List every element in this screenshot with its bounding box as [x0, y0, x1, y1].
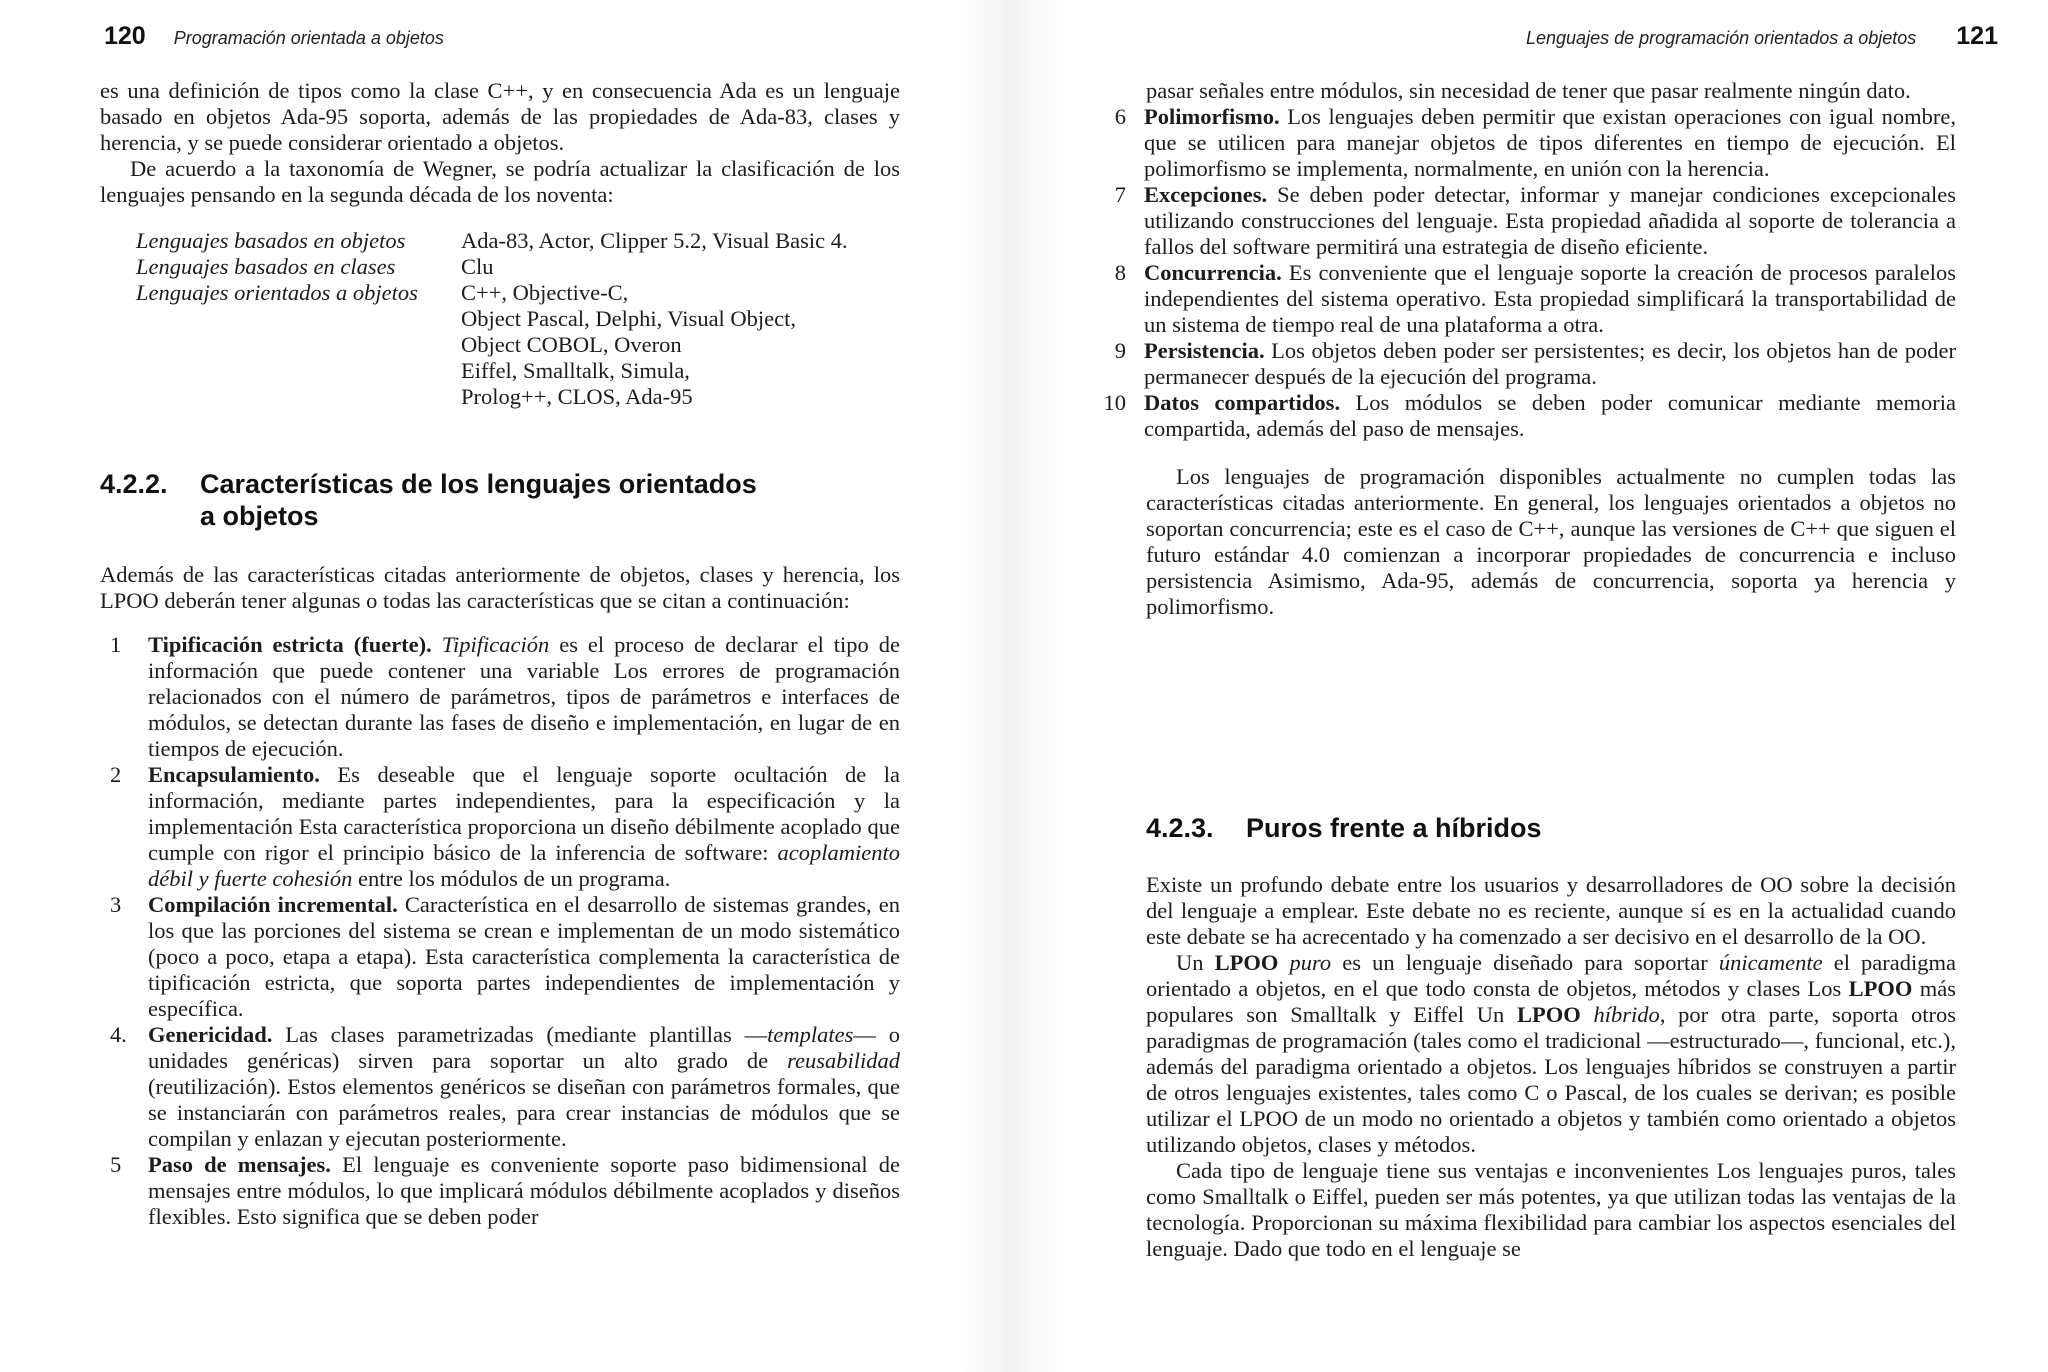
section-title: Puros frente a híbridos [1246, 813, 1542, 843]
text-run [1278, 950, 1289, 975]
feature-term: Datos compartidos. [1144, 390, 1341, 415]
feature-body [1144, 390, 1956, 442]
text-run: LPOO [1214, 950, 1279, 975]
text-run: templates [767, 1022, 854, 1047]
feature-item [1098, 390, 1956, 442]
section-title-line2: a objetos [200, 501, 319, 531]
feature-number: 4. [110, 1022, 127, 1047]
left-page [0, 0, 1000, 1372]
feature-term: Compilación incremental. [148, 892, 398, 917]
features-list-left [100, 632, 900, 1230]
text-run: híbrido [1593, 1002, 1660, 1027]
taxonomy-languages: Prolog++, CLOS, Ada-95 [461, 384, 693, 409]
right-section-body [1146, 872, 1956, 1262]
right-features-block [1103, 78, 1957, 620]
text-run: Las clases parametrizadas (mediante plantillas — [272, 1022, 768, 1047]
feature-term: Genericidad. [148, 1022, 273, 1047]
text-run: reusabilidad [787, 1048, 900, 1073]
text-run: Los objetos deben poder ser persistentes; es decir, los objetos han de poder permanecer después de la ejecución del programa. [1144, 338, 1956, 389]
feature-item [100, 762, 900, 892]
text-run: Característica en el desarrollo de sistemas grandes, en los que las porciones del sistema se crean e implementan de un modo sistemático (poco a poco, etapa a etapa). Esta característica complementa la característica de tipificación estricta, que soporta partes independientes de implementación y específica. [148, 892, 900, 1021]
right-page-header [1080, 22, 1998, 58]
feature-term: Excepciones. [1144, 182, 1268, 207]
taxonomy-category: Lenguajes basados en clases [136, 254, 396, 279]
feature-body [148, 632, 900, 762]
availability-paragraph: Los lenguajes de programación disponibles actualmente no cumplen todas las características citadas anteriormente. En general, los lenguajes orientados a objetos no soportan concurrencia; este es el caso de C++, aunque las versiones de C++ que siguen el futuro estándar 4.0 comienzan a incorporar propiedades de concurrencia e incluso persistencia Asimismo, Ada-95, además de concurrencia, soporta ya herencia y polimorfismo. [1146, 464, 1956, 619]
feature-term: Persistencia. [1144, 338, 1265, 363]
running-title-right: Lenguajes de programación orientados a objetos [1526, 28, 1917, 48]
text-run: entre los módulos de un programa. [352, 866, 671, 891]
page-number-right: 121 [1956, 22, 1998, 50]
feature-term: Concurrencia. [1144, 260, 1282, 285]
feature-body [148, 762, 900, 892]
section-intro-paragraph: Además de las características citadas anteriormente de objetos, clases y herencia, los LPOO deberán tener algunas o todas las características que se citan a continuación: [100, 562, 900, 613]
left-features-block [100, 562, 900, 1230]
taxonomy-category: Lenguajes basados en objetos [136, 228, 406, 253]
section-number: 4.2.3. [1146, 813, 1214, 843]
text-run: (reutilización). Estos elementos genéricos se diseñan con parámetros formales, que se instanciarán con parámetros reales, para crear instancias de módulos que se compilan y enlazan y ejecutan posteriormente. [148, 1074, 900, 1151]
feature-body [148, 892, 900, 1022]
feature-number: 8 [1114, 260, 1126, 285]
feature-body [148, 1022, 900, 1152]
text-run: LPOO [1848, 976, 1913, 1001]
section-heading-4-2-3 [1146, 812, 1956, 844]
text-run [432, 632, 442, 657]
feature-body [148, 1152, 900, 1230]
left-page-header [104, 22, 924, 58]
feature-body [1144, 260, 1956, 338]
text-run: puro [1289, 950, 1332, 975]
feature-item [100, 1022, 900, 1152]
feature-number: 6 [1114, 104, 1126, 129]
running-title-left: Programación orientada a objetos [173, 28, 444, 48]
feature-number: 3 [110, 892, 122, 917]
taxonomy-languages: Clu [461, 254, 494, 279]
tradeoff-paragraph: Cada tipo de lenguaje tiene sus ventajas e inconvenientes Los lenguajes puros, tales como Smalltalk o Eiffel, pueden ser más potentes, ya que utilizan todas las ventajas de la tecnología. Proporcionan su máxima flexibilidad para cambiar los aspectos esenciales del lenguaje. Dado que todo en el lenguaje se [1146, 1158, 1956, 1261]
taxonomy-category [136, 358, 461, 384]
feature-term: Tipificación estricta (fuerte). [148, 632, 432, 657]
feature-term: Encapsulamiento. [148, 762, 320, 787]
feature-number: 1 [110, 632, 122, 657]
text-run: , por otra parte, soporta otros paradigmas de programación (tales como el tradicional —estructurado—, funcional, etc.), además del paradigma orientado a objetos. Los lenguajes híbridos se construyen a partir de otros lenguajes existentes, tales como C o Pascal, de los cuales se derivan; es posible utilizar el LPOO de un modo no orientado a objetos y también como orientado a objetos utilizando objetos, clases y métodos. [1146, 1002, 1956, 1157]
taxonomy-languages: Object Pascal, Delphi, Visual Object, [461, 306, 797, 331]
pure-hybrid-paragraph [1146, 950, 1956, 1158]
section-heading-4-2-2 [100, 468, 900, 532]
text-run: El lenguaje es conveniente soporte paso bidimensional de mensajes entre módulos, lo que implicará módulos débilmente acoplados y diseños flexibles. Esto significa que se deben poder [148, 1152, 900, 1229]
feature-item [100, 1152, 900, 1230]
taxonomy-category: Lenguajes orientados a objetos [136, 280, 418, 305]
taxonomy-category [136, 306, 461, 332]
feature-term: Polimorfismo. [1144, 104, 1280, 129]
feature-number: 9 [1114, 338, 1126, 363]
feature-number: 7 [1114, 182, 1126, 207]
continuation-paragraph: pasar señales entre módulos, sin necesidad de tener que pasar realmente ningún dato. [1146, 78, 1911, 103]
feature-item [100, 892, 900, 1022]
taxonomy-languages: Ada-83, Actor, Clipper 5.2, Visual Basic 4. [461, 228, 848, 253]
feature-item [1098, 338, 1956, 390]
feature-item [100, 632, 900, 762]
section-title [200, 468, 900, 532]
taxonomy-languages: Object COBOL, Overon [461, 332, 682, 357]
feature-item [1098, 182, 1956, 260]
intro-paragraph: es una definición de tipos como la clase C++, y en consecuencia Ada es un lenguaje basado en objetos Ada-95 soporta, además de las propiedades de Ada-83, clases y herencia, y se puede considerar orientado a objetos. [100, 78, 900, 155]
feature-number: 5 [110, 1152, 122, 1177]
text-run: únicamente [1718, 950, 1823, 975]
section-number: 4.2.2. [100, 469, 168, 499]
feature-item [1098, 104, 1956, 182]
text-run: Es deseable que el lenguaje soporte ocultación de la información, mediante partes independientes, para la especificación y la implementación Esta característica proporciona un diseño débilmente acoplado que cumple con rigor el principio básico de la inferencia de software: [148, 762, 900, 865]
left-intro-block [100, 78, 900, 410]
feature-number: 10 [1103, 390, 1126, 415]
text-run: el paradigma orientado a objetos, en el que todo consta de objetos, métodos y clases Los [1146, 950, 1957, 1001]
taxonomy-languages: Eiffel, Smalltalk, Simula, [461, 358, 690, 383]
text-run: — o unidades genéricas) sirven para soportar un alto grado de [148, 1022, 900, 1073]
text-run: acoplamiento débil y fuerte cohesión [148, 840, 900, 891]
feature-number: 2 [110, 762, 122, 787]
right-page [1020, 0, 2048, 1372]
taxonomy-table [136, 228, 896, 410]
text-run: Tipificación [441, 632, 550, 657]
taxonomy-paragraph: De acuerdo a la taxonomía de Wegner, se podría actualizar la clasificación de los lenguajes pensando en la segunda década de los noventa: [100, 156, 900, 207]
text-run [1581, 1002, 1594, 1027]
text-run: es el proceso de declarar el tipo de información que puede contener una variable Los errores de programación relacionados con el número de parámetros, tipos de parámetros e interfaces de módulos, se detectan durante las fases de diseño e implementación, en lugar de en tiempos de ejecución. [148, 632, 901, 761]
taxonomy-languages: C++, Objective-C, [461, 280, 629, 305]
feature-term: Paso de mensajes. [148, 1152, 331, 1177]
feature-body [1144, 338, 1956, 390]
feature-item [1098, 260, 1956, 338]
text-run: Los lenguajes deben permitir que existan operaciones con igual nombre, que se utilicen para manejar objetos de tipos diferentes en tiempo de ejecución. El polimorfismo se implementa, normalmente, en unión con la herencia. [1144, 104, 1956, 181]
taxonomy-category [136, 332, 461, 358]
text-run: Los módulos se deben poder comunicar mediante memoria compartida, además del paso de mensajes. [1144, 390, 1957, 441]
text-run: Un [1176, 950, 1215, 975]
debate-paragraph: Existe un profundo debate entre los usuarios y desarrolladores de OO sobre la decisión del lenguaje a emplear. Este debate no es reciente, aunque sí es en la actualidad cuando este debate se ha acrecentado y ha comenzado a ser decisivo en el desarrollo de la OO. [1146, 872, 1956, 949]
text-run: LPOO [1517, 1002, 1581, 1027]
taxonomy-category [136, 384, 461, 410]
page-number-left: 120 [104, 22, 146, 50]
features-list-right [1098, 104, 1956, 442]
text-run: más populares son Smalltalk y Eiffel Un [1146, 976, 1956, 1027]
section-title-line1: Características de los lenguajes orientados [200, 469, 757, 499]
text-run: Es conveniente que el lenguaje soporte la creación de procesos paralelos independientes del sistema operativo. Esta propiedad simplificará la transportabilidad de un sistema de tiempo real de una plataforma a otra. [1144, 260, 1956, 337]
feature-body [1144, 104, 1956, 182]
feature-body [1144, 182, 1956, 260]
text-run: Se deben poder detectar, informar y manejar condiciones excepcionales utilizando construcciones del lenguaje. Esta propiedad añadida al soporte de tolerancia a fallos del software permitirá una estrategia de diseño eficiente. [1144, 182, 1956, 259]
text-run: es un lenguaje diseñado para soportar [1331, 950, 1719, 975]
